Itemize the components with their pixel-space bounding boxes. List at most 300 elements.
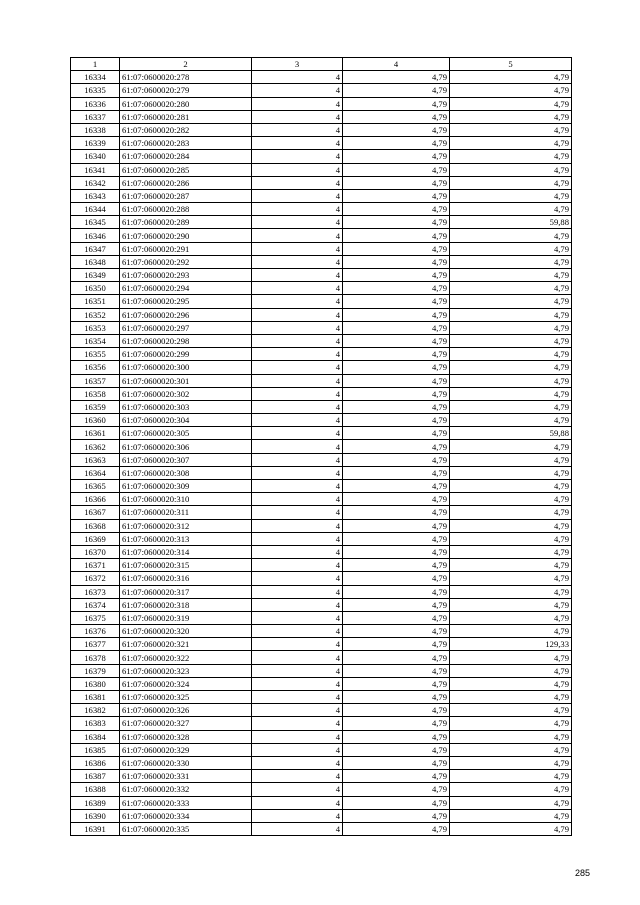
table-cell-col-1: 16353 [71, 321, 120, 334]
table-cell-col-2: 61:07:0600020:315 [120, 559, 252, 572]
table-cell-col-3: 4 [252, 295, 343, 308]
table-row [71, 308, 572, 321]
table-cell-col-4: 4,79 [343, 625, 450, 638]
table-row [71, 282, 572, 295]
table-cell-col-1: 16354 [71, 334, 120, 347]
table-cell-col-5: 4,79 [450, 348, 572, 361]
table-cell-col-4: 4,79 [343, 163, 450, 176]
table-cell-col-2: 61:07:0600020:294 [120, 282, 252, 295]
table-cell-col-3: 4 [252, 163, 343, 176]
table-cell-col-4: 4,79 [343, 334, 450, 347]
table-cell-col-2: 61:07:0600020:326 [120, 704, 252, 717]
table-cell-col-4: 4,79 [343, 242, 450, 255]
table-cell-col-2: 61:07:0600020:327 [120, 717, 252, 730]
table-row [71, 176, 572, 189]
table-row [71, 163, 572, 176]
table-cell-col-5: 4,79 [450, 572, 572, 585]
table-cell-col-4: 4,79 [343, 598, 450, 611]
table-cell-col-2: 61:07:0600020:283 [120, 137, 252, 150]
table-cell-col-4: 4,79 [343, 189, 450, 202]
table-cell-col-2: 61:07:0600020:325 [120, 691, 252, 704]
table-cell-col-5: 4,79 [450, 242, 572, 255]
table-cell-col-3: 4 [252, 334, 343, 347]
table-cell-col-3: 4 [252, 545, 343, 558]
table-cell-col-4: 4,79 [343, 796, 450, 809]
table-cell-col-4: 4,79 [343, 84, 450, 97]
table-cell-col-3: 4 [252, 440, 343, 453]
table-cell-col-5: 4,79 [450, 269, 572, 282]
table-cell-col-5: 4,79 [450, 282, 572, 295]
table-cell-col-2: 61:07:0600020:279 [120, 84, 252, 97]
table-row [71, 572, 572, 585]
table-cell-col-3: 4 [252, 189, 343, 202]
table-cell-col-4: 4,79 [343, 216, 450, 229]
table-row [71, 506, 572, 519]
table-cell-col-4: 4,79 [343, 414, 450, 427]
table-cell-col-4: 4,79 [343, 282, 450, 295]
column-header-5: 5 [450, 58, 572, 71]
table-cell-col-1: 16337 [71, 110, 120, 123]
table-row [71, 730, 572, 743]
table-cell-col-5: 4,79 [450, 730, 572, 743]
table-cell-col-5: 4,79 [450, 466, 572, 479]
table-cell-col-2: 61:07:0600020:285 [120, 163, 252, 176]
table-cell-col-1: 16338 [71, 123, 120, 136]
table-row [71, 480, 572, 493]
table-cell-col-3: 4 [252, 559, 343, 572]
table-cell-col-1: 16359 [71, 400, 120, 413]
table-cell-col-5: 4,79 [450, 585, 572, 598]
table-cell-col-5: 4,79 [450, 822, 572, 835]
table-cell-col-1: 16346 [71, 229, 120, 242]
table-cell-col-3: 4 [252, 651, 343, 664]
table-header-row [71, 58, 572, 71]
table-cell-col-2: 61:07:0600020:288 [120, 203, 252, 216]
table-cell-col-3: 4 [252, 704, 343, 717]
table-cell-col-5: 4,79 [450, 321, 572, 334]
table-cell-col-5: 4,79 [450, 559, 572, 572]
table-cell-col-1: 16355 [71, 348, 120, 361]
table-cell-col-5: 4,79 [450, 308, 572, 321]
table-cell-col-4: 4,79 [343, 493, 450, 506]
table-cell-col-1: 16334 [71, 71, 120, 84]
table-cell-col-5: 4,79 [450, 532, 572, 545]
table-cell-col-4: 4,79 [343, 572, 450, 585]
table-row [71, 387, 572, 400]
table-cell-col-2: 61:07:0600020:328 [120, 730, 252, 743]
table-cell-col-3: 4 [252, 427, 343, 440]
table-cell-col-1: 16369 [71, 532, 120, 545]
table-cell-col-5: 4,79 [450, 691, 572, 704]
table-row [71, 691, 572, 704]
table-row [71, 374, 572, 387]
table-cell-col-2: 61:07:0600020:293 [120, 269, 252, 282]
table-cell-col-4: 4,79 [343, 308, 450, 321]
table-row [71, 84, 572, 97]
table-cell-col-2: 61:07:0600020:278 [120, 71, 252, 84]
table-row [71, 242, 572, 255]
table-cell-col-4: 4,79 [343, 110, 450, 123]
table-cell-col-2: 61:07:0600020:335 [120, 822, 252, 835]
table-cell-col-4: 4,79 [343, 137, 450, 150]
table-cell-col-3: 4 [252, 743, 343, 756]
table-row [71, 783, 572, 796]
table-row [71, 611, 572, 624]
table-row [71, 400, 572, 413]
table-cell-col-1: 16382 [71, 704, 120, 717]
table-row [71, 796, 572, 809]
table-cell-col-4: 4,79 [343, 440, 450, 453]
table-cell-col-4: 4,79 [343, 677, 450, 690]
table-cell-col-2: 61:07:0600020:291 [120, 242, 252, 255]
table-cell-col-3: 4 [252, 216, 343, 229]
table-cell-col-2: 61:07:0600020:331 [120, 770, 252, 783]
table-cell-col-5: 4,79 [450, 809, 572, 822]
table-cell-col-4: 4,79 [343, 387, 450, 400]
table-cell-col-1: 16360 [71, 414, 120, 427]
table-cell-col-4: 4,79 [343, 664, 450, 677]
table-cell-col-1: 16370 [71, 545, 120, 558]
table-cell-col-1: 16383 [71, 717, 120, 730]
table-cell-col-5: 4,79 [450, 400, 572, 413]
table-cell-col-5: 4,79 [450, 664, 572, 677]
table-cell-col-5: 4,79 [450, 123, 572, 136]
table-cell-col-3: 4 [252, 255, 343, 268]
table-cell-col-1: 16340 [71, 150, 120, 163]
table-cell-col-4: 4,79 [343, 480, 450, 493]
table-cell-col-5: 129,33 [450, 638, 572, 651]
table-cell-col-1: 16358 [71, 387, 120, 400]
table-cell-col-1: 16381 [71, 691, 120, 704]
table-cell-col-5: 4,79 [450, 189, 572, 202]
table-cell-col-4: 4,79 [343, 71, 450, 84]
table-cell-col-1: 16362 [71, 440, 120, 453]
table-cell-col-4: 4,79 [343, 453, 450, 466]
table-cell-col-2: 61:07:0600020:296 [120, 308, 252, 321]
table-row [71, 295, 572, 308]
table-cell-col-1: 16352 [71, 308, 120, 321]
table-cell-col-5: 4,79 [450, 506, 572, 519]
table-cell-col-5: 4,79 [450, 796, 572, 809]
table-cell-col-3: 4 [252, 374, 343, 387]
table-cell-col-2: 61:07:0600020:330 [120, 756, 252, 769]
table-cell-col-5: 4,79 [450, 71, 572, 84]
table-cell-col-1: 16361 [71, 427, 120, 440]
table-cell-col-1: 16343 [71, 189, 120, 202]
table-row [71, 598, 572, 611]
table-row [71, 453, 572, 466]
table-cell-col-3: 4 [252, 664, 343, 677]
table-cell-col-5: 4,79 [450, 756, 572, 769]
table-cell-col-2: 61:07:0600020:297 [120, 321, 252, 334]
table-row [71, 651, 572, 664]
table-row [71, 348, 572, 361]
column-header-4: 4 [343, 58, 450, 71]
table-cell-col-3: 4 [252, 176, 343, 189]
table-row [71, 361, 572, 374]
table-cell-col-4: 4,79 [343, 506, 450, 519]
table-cell-col-5: 4,79 [450, 387, 572, 400]
table-row [71, 203, 572, 216]
table-cell-col-5: 4,79 [450, 137, 572, 150]
table-cell-col-1: 16350 [71, 282, 120, 295]
table-cell-col-3: 4 [252, 519, 343, 532]
table-row [71, 664, 572, 677]
table-cell-col-3: 4 [252, 400, 343, 413]
table-cell-col-3: 4 [252, 242, 343, 255]
table-cell-col-1: 16348 [71, 255, 120, 268]
table-row [71, 770, 572, 783]
table-cell-col-4: 4,79 [343, 532, 450, 545]
table-cell-col-1: 16363 [71, 453, 120, 466]
table-cell-col-3: 4 [252, 269, 343, 282]
table-cell-col-2: 61:07:0600020:309 [120, 480, 252, 493]
table-cell-col-1: 16389 [71, 796, 120, 809]
table-cell-col-3: 4 [252, 585, 343, 598]
table-cell-col-4: 4,79 [343, 97, 450, 110]
table-row [71, 137, 572, 150]
table-cell-col-5: 59,88 [450, 427, 572, 440]
table-cell-col-2: 61:07:0600020:286 [120, 176, 252, 189]
table-cell-col-5: 4,79 [450, 545, 572, 558]
table-cell-col-1: 16356 [71, 361, 120, 374]
table-row [71, 189, 572, 202]
table-cell-col-2: 61:07:0600020:333 [120, 796, 252, 809]
table-cell-col-3: 4 [252, 506, 343, 519]
table-cell-col-1: 16336 [71, 97, 120, 110]
table-cell-col-2: 61:07:0600020:280 [120, 97, 252, 110]
table-cell-col-4: 4,79 [343, 400, 450, 413]
table-cell-col-2: 61:07:0600020:334 [120, 809, 252, 822]
table-cell-col-2: 61:07:0600020:318 [120, 598, 252, 611]
page-number: 285 [574, 868, 590, 878]
table-cell-col-2: 61:07:0600020:308 [120, 466, 252, 479]
table-cell-col-2: 61:07:0600020:314 [120, 545, 252, 558]
table-cell-col-3: 4 [252, 321, 343, 334]
table-cell-col-3: 4 [252, 150, 343, 163]
table-cell-col-4: 4,79 [343, 691, 450, 704]
table-cell-col-3: 4 [252, 480, 343, 493]
table-cell-col-2: 61:07:0600020:312 [120, 519, 252, 532]
table-cell-col-1: 16357 [71, 374, 120, 387]
table-row [71, 809, 572, 822]
table-cell-col-5: 4,79 [450, 783, 572, 796]
table-row [71, 414, 572, 427]
table-cell-col-1: 16344 [71, 203, 120, 216]
table-cell-col-5: 4,79 [450, 440, 572, 453]
table-cell-col-2: 61:07:0600020:292 [120, 255, 252, 268]
table-cell-col-3: 4 [252, 809, 343, 822]
table-cell-col-5: 4,79 [450, 84, 572, 97]
table-row [71, 677, 572, 690]
table-cell-col-5: 4,79 [450, 361, 572, 374]
table-cell-col-5: 4,79 [450, 110, 572, 123]
table-cell-col-1: 16367 [71, 506, 120, 519]
table-cell-col-5: 4,79 [450, 677, 572, 690]
table-cell-col-3: 4 [252, 466, 343, 479]
table-cell-col-3: 4 [252, 84, 343, 97]
table-cell-col-5: 4,79 [450, 611, 572, 624]
table-cell-col-5: 4,79 [450, 229, 572, 242]
table-cell-col-5: 4,79 [450, 414, 572, 427]
table-cell-col-3: 4 [252, 137, 343, 150]
table-cell-col-1: 16341 [71, 163, 120, 176]
table-cell-col-4: 4,79 [343, 770, 450, 783]
table-cell-col-4: 4,79 [343, 295, 450, 308]
table-cell-col-1: 16385 [71, 743, 120, 756]
table-cell-col-5: 4,79 [450, 255, 572, 268]
table-cell-col-1: 16390 [71, 809, 120, 822]
table-cell-col-5: 4,79 [450, 651, 572, 664]
table-cell-col-3: 4 [252, 348, 343, 361]
table-cell-col-2: 61:07:0600020:323 [120, 664, 252, 677]
table-cell-col-2: 61:07:0600020:298 [120, 334, 252, 347]
table-cell-col-1: 16368 [71, 519, 120, 532]
table-cell-col-4: 4,79 [343, 176, 450, 189]
table-cell-col-3: 4 [252, 229, 343, 242]
table-cell-col-3: 4 [252, 361, 343, 374]
table-cell-col-4: 4,79 [343, 638, 450, 651]
table-body [71, 71, 572, 836]
table-cell-col-5: 4,79 [450, 717, 572, 730]
table-row [71, 321, 572, 334]
table-row [71, 216, 572, 229]
table-row [71, 229, 572, 242]
table-cell-col-2: 61:07:0600020:332 [120, 783, 252, 796]
table-cell-col-4: 4,79 [343, 123, 450, 136]
table-cell-col-4: 4,79 [343, 255, 450, 268]
table-cell-col-4: 4,79 [343, 822, 450, 835]
table-cell-col-1: 16339 [71, 137, 120, 150]
table-cell-col-5: 4,79 [450, 480, 572, 493]
table-cell-col-5: 4,79 [450, 176, 572, 189]
table-cell-col-3: 4 [252, 691, 343, 704]
table-row [71, 532, 572, 545]
table-cell-col-5: 4,79 [450, 598, 572, 611]
table-cell-col-2: 61:07:0600020:329 [120, 743, 252, 756]
table-cell-col-3: 4 [252, 783, 343, 796]
table-cell-col-4: 4,79 [343, 374, 450, 387]
table-cell-col-4: 4,79 [343, 466, 450, 479]
table-cell-col-4: 4,79 [343, 269, 450, 282]
table-cell-col-3: 4 [252, 71, 343, 84]
column-header-3: 3 [252, 58, 343, 71]
table-row [71, 493, 572, 506]
table-cell-col-1: 16351 [71, 295, 120, 308]
table-cell-col-1: 16391 [71, 822, 120, 835]
table-cell-col-3: 4 [252, 308, 343, 321]
table-cell-col-1: 16335 [71, 84, 120, 97]
table-row [71, 545, 572, 558]
table-cell-col-2: 61:07:0600020:319 [120, 611, 252, 624]
table-cell-col-1: 16372 [71, 572, 120, 585]
table-cell-col-2: 61:07:0600020:282 [120, 123, 252, 136]
table-cell-col-4: 4,79 [343, 150, 450, 163]
table-cell-col-2: 61:07:0600020:311 [120, 506, 252, 519]
table-cell-col-1: 16342 [71, 176, 120, 189]
table-row [71, 559, 572, 572]
table-cell-col-2: 61:07:0600020:307 [120, 453, 252, 466]
table-cell-col-5: 4,79 [450, 374, 572, 387]
table-cell-col-1: 16380 [71, 677, 120, 690]
table-cell-col-3: 4 [252, 625, 343, 638]
table-row [71, 255, 572, 268]
table-cell-col-2: 61:07:0600020:321 [120, 638, 252, 651]
table-cell-col-3: 4 [252, 453, 343, 466]
table-row [71, 717, 572, 730]
table-cell-col-2: 61:07:0600020:316 [120, 572, 252, 585]
table-row [71, 756, 572, 769]
table-cell-col-2: 61:07:0600020:304 [120, 414, 252, 427]
table-row [71, 123, 572, 136]
table-cell-col-4: 4,79 [343, 519, 450, 532]
table-cell-col-1: 16365 [71, 480, 120, 493]
table-cell-col-4: 4,79 [343, 809, 450, 822]
table-cell-col-4: 4,79 [343, 361, 450, 374]
table-row [71, 150, 572, 163]
table-cell-col-2: 61:07:0600020:310 [120, 493, 252, 506]
table-cell-col-4: 4,79 [343, 545, 450, 558]
table-cell-col-5: 4,79 [450, 704, 572, 717]
table-row [71, 427, 572, 440]
table-cell-col-4: 4,79 [343, 756, 450, 769]
table-row [71, 71, 572, 84]
table-cell-col-1: 16386 [71, 756, 120, 769]
table-cell-col-5: 4,79 [450, 519, 572, 532]
table-cell-col-4: 4,79 [343, 348, 450, 361]
table-cell-col-1: 16364 [71, 466, 120, 479]
table-cell-col-1: 16377 [71, 638, 120, 651]
table-cell-col-3: 4 [252, 756, 343, 769]
table-cell-col-2: 61:07:0600020:299 [120, 348, 252, 361]
table-cell-col-2: 61:07:0600020:305 [120, 427, 252, 440]
table-cell-col-2: 61:07:0600020:322 [120, 651, 252, 664]
table-cell-col-2: 61:07:0600020:289 [120, 216, 252, 229]
table-cell-col-3: 4 [252, 532, 343, 545]
table-cell-col-4: 4,79 [343, 203, 450, 216]
table-cell-col-4: 4,79 [343, 783, 450, 796]
table-cell-col-1: 16374 [71, 598, 120, 611]
table-cell-col-2: 61:07:0600020:281 [120, 110, 252, 123]
table-cell-col-5: 4,79 [450, 493, 572, 506]
table-cell-col-3: 4 [252, 123, 343, 136]
table-cell-col-1: 16388 [71, 783, 120, 796]
table-row [71, 585, 572, 598]
column-header-2: 2 [120, 58, 252, 71]
table-cell-col-4: 4,79 [343, 651, 450, 664]
table-cell-col-1: 16387 [71, 770, 120, 783]
table-cell-col-1: 16375 [71, 611, 120, 624]
table-cell-col-4: 4,79 [343, 704, 450, 717]
table-cell-col-3: 4 [252, 822, 343, 835]
table-cell-col-4: 4,79 [343, 717, 450, 730]
table-cell-col-5: 4,79 [450, 295, 572, 308]
table-cell-col-3: 4 [252, 282, 343, 295]
table-cell-col-3: 4 [252, 598, 343, 611]
table-cell-col-4: 4,79 [343, 743, 450, 756]
table-cell-col-2: 61:07:0600020:287 [120, 189, 252, 202]
table-row [71, 638, 572, 651]
table-cell-col-3: 4 [252, 203, 343, 216]
table-cell-col-1: 16384 [71, 730, 120, 743]
table-row [71, 466, 572, 479]
table-cell-col-4: 4,79 [343, 611, 450, 624]
table-cell-col-2: 61:07:0600020:324 [120, 677, 252, 690]
table-cell-col-1: 16379 [71, 664, 120, 677]
data-table [70, 57, 572, 836]
table-row [71, 269, 572, 282]
table-cell-col-2: 61:07:0600020:290 [120, 229, 252, 242]
